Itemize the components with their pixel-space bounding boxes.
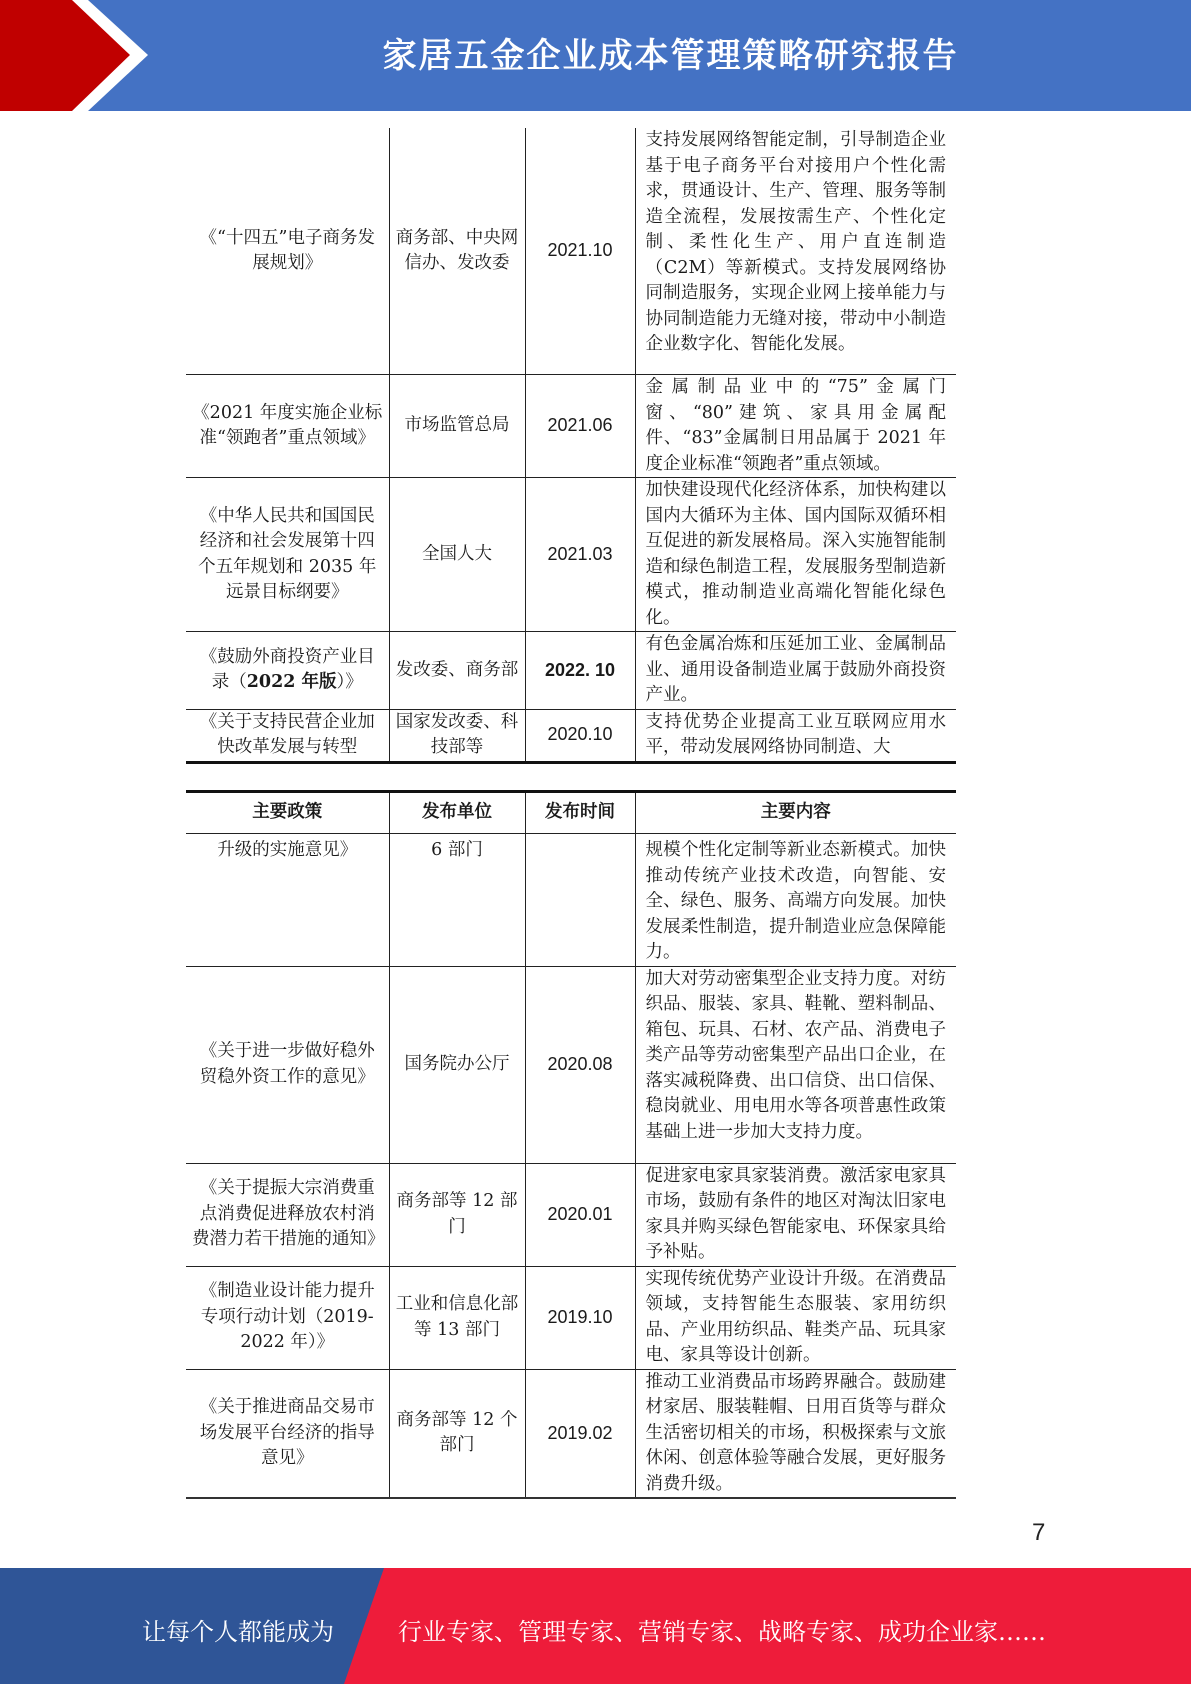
- content-cell: 支持发展网络智能定制，引导制造企业基于电子商务平台对接用户个性化需求，贯通设计、生产、管理、服务等制造全流程，发展按需生产、个性化定制、柔性化生产、用户直连制造（C2M）等新模式。支持发展网络协同制造服务，实现企业网上接单能力与协同制造能力无缝对接，带动中小制造企业数字化、智能化发展。: [635, 128, 956, 375]
- column-header-date: 发布时间: [525, 792, 635, 834]
- policy-cell: 《关于提振大宗消费重点消费促进释放农村消费潜力若干措施的通知》: [186, 1163, 389, 1266]
- date-cell: 2019.10: [525, 1266, 635, 1369]
- issuer-cell: 国务院办公厅: [389, 966, 525, 1163]
- policy-cell: 《中华人民共和国国民经济和社会发展第十四个五年规划和 2035 年远景目标纲要》: [186, 478, 389, 632]
- table-row: [186, 1163, 956, 1266]
- report-title: 家居五金企业成本管理策略研究报告: [382, 36, 959, 76]
- content-cell: 实现传统优势产业设计升级。在消费品领域，支持智能生态服装、家用纺织品、产业用纺织品、鞋类产品、玩具家电、家具等设计创新。: [635, 1266, 956, 1369]
- policy-table-part2: [186, 790, 956, 1499]
- issuer-cell: 市场监管总局: [389, 375, 525, 478]
- table-row: [186, 1266, 956, 1369]
- date-cell: 2022. 10: [525, 632, 635, 710]
- table-header-row: [186, 792, 956, 834]
- policy-cell: 《关于支持民营企业加快改革发展与转型: [186, 709, 389, 762]
- content-cell: 加快建设现代化经济体系，加快构建以国内大循环为主体、国内国际双循环相互促进的新发展格局。深入实施智能制造和绿色制造工程，发展服务型制造新模式，推动制造业高端化智能化绿色化。: [635, 478, 956, 632]
- footer-slogan-right: 行业专家、管理专家、营销专家、战略专家、成功企业家……: [398, 1618, 1046, 1646]
- content-cell: 促进家电家具家装消费。激活家电家具市场，鼓励有条件的地区对淘汰旧家电家具并购买绿色智能家电、环保家具给予补贴。: [635, 1163, 956, 1266]
- column-header-content: 主要内容: [635, 792, 956, 834]
- content-cell: 支持优势企业提高工业互联网应用水平，带动发展网络协同制造、大: [635, 709, 956, 762]
- policy-text: 《鼓励外商投资产业目录（: [199, 646, 375, 693]
- policy-edition: 2022 年版: [246, 672, 337, 693]
- issuer-cell: 发改委、商务部: [389, 632, 525, 710]
- policy-table-part1: [186, 128, 956, 764]
- date-cell: 2020.10: [525, 709, 635, 762]
- footer-slogan-left: 让每个人都能成为: [142, 1618, 334, 1646]
- date-cell: [525, 834, 635, 967]
- content-cell: 规模个性化定制等新业态新模式。加快推动传统产业技术改造，向智能、安全、绿色、服务、高端方向发展。加快发展柔性制造，提升制造业应急保障能力。: [635, 834, 956, 967]
- issuer-cell: 工业和信息化部等 13 部门: [389, 1266, 525, 1369]
- policy-cell: 升级的实施意见》: [186, 834, 389, 967]
- header-arrow-decoration: [0, 0, 160, 111]
- issuer-cell: 商务部等 12 个部门: [389, 1369, 525, 1498]
- date-cell: 2021.03: [525, 478, 635, 632]
- issuer-cell: 国家发改委、科技部等: [389, 709, 525, 762]
- table-row: [186, 375, 956, 478]
- table-row: [186, 709, 956, 762]
- policy-cell: [186, 632, 389, 710]
- date-cell: 2021.10: [525, 128, 635, 375]
- content-cell: 加大对劳动密集型企业支持力度。对纺织品、服装、家具、鞋靴、塑料制品、箱包、玩具、石材、农产品、消费电子类产品等劳动密集型产品出口企业，在落实减税降费、出口信贷、出口信保、稳岗就业、用电用水等各项普惠性政策基础上进一步加大支持力度。: [635, 966, 956, 1163]
- column-header-issuer: 发布单位: [389, 792, 525, 834]
- content-cell: 金属制品业中的“75”金属门窗、“80”建筑、家具用金属配件、“83”金属制日用品属于 2021 年度企业标准“领跑者”重点领域。: [635, 375, 956, 478]
- policy-cell: 《制造业设计能力提升专项行动计划（2019-2022 年）》: [186, 1266, 389, 1369]
- date-cell: 2020.08: [525, 966, 635, 1163]
- date-cell: 2019.02: [525, 1369, 635, 1498]
- issuer-cell: 6 部门: [389, 834, 525, 967]
- issuer-cell: 商务部、中央网信办、发改委: [389, 128, 525, 375]
- issuer-cell: 全国人大: [389, 478, 525, 632]
- date-cell: 2021.06: [525, 375, 635, 478]
- issuer-cell: 商务部等 12 部门: [389, 1163, 525, 1266]
- content-cell: 推动工业消费品市场跨界融合。鼓励建材家居、服装鞋帽、日用百货等与群众生活密切相关的市场，积极探索与文旅休闲、创意体验等融合发展，更好服务消费升级。: [635, 1369, 956, 1498]
- table-row: [186, 478, 956, 632]
- policy-cell: 《“十四五”电子商务发展规划》: [186, 128, 389, 375]
- table-row: [186, 128, 956, 375]
- column-header-policy: 主要政策: [186, 792, 389, 834]
- policy-cell: 《关于推进商品交易市场发展平台经济的指导意见》: [186, 1369, 389, 1498]
- date-cell: 2020.01: [525, 1163, 635, 1266]
- page-footer: [0, 1568, 1191, 1684]
- table-row: [186, 1369, 956, 1498]
- policy-cell: 《2021 年度实施企业标准“领跑者”重点领域》: [186, 375, 389, 478]
- page-number: 7: [1032, 1519, 1046, 1546]
- content-cell: 有色金属冶炼和压延加工业、金属制品业、通用设备制造业属于鼓励外商投资产业。: [635, 632, 956, 710]
- table-row: [186, 834, 956, 967]
- table-row: [186, 632, 956, 710]
- policy-cell: 《关于进一步做好稳外贸稳外资工作的意见》: [186, 966, 389, 1163]
- policy-text-end: ）》: [336, 672, 363, 693]
- table-row: [186, 966, 956, 1163]
- page-header: [0, 0, 1191, 111]
